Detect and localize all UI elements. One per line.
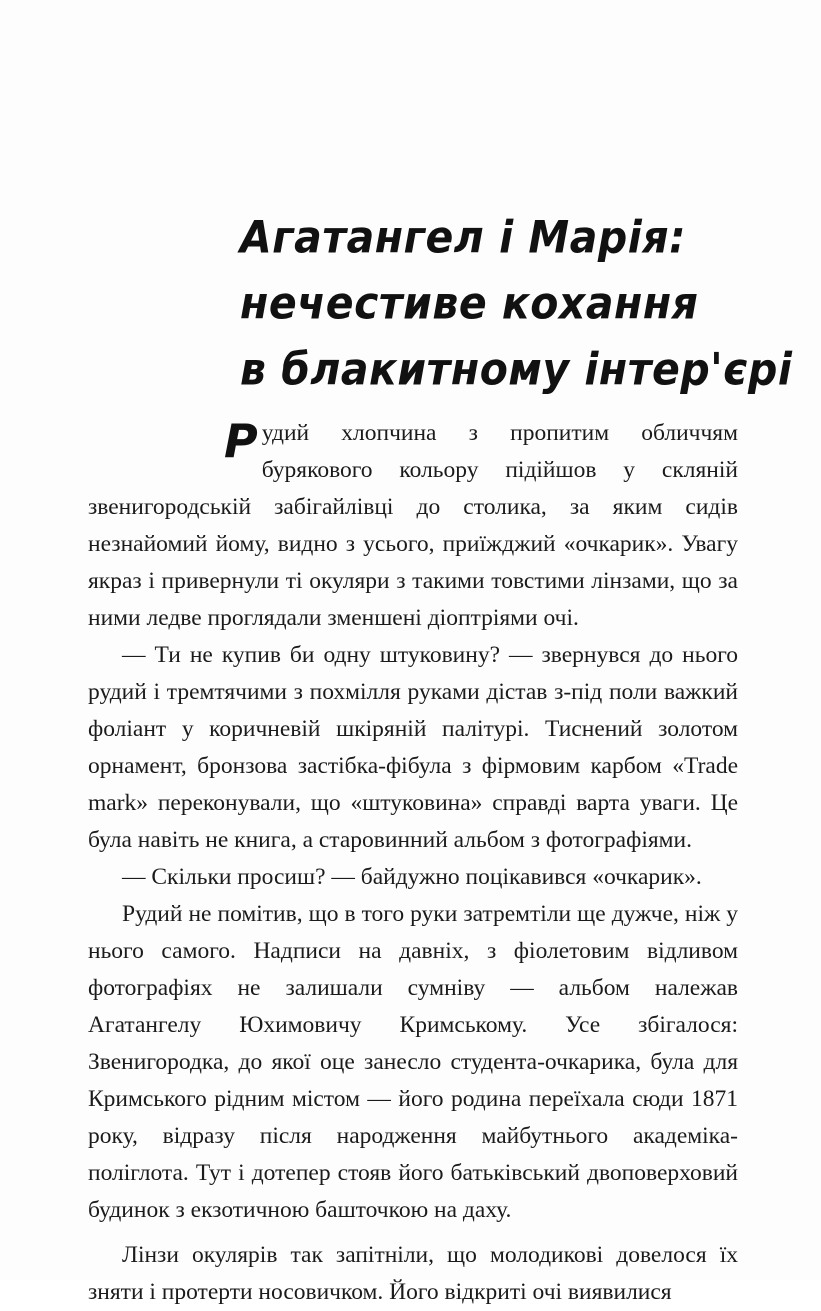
paragraph-1 xyxy=(88,415,738,637)
chapter-title-line-1: Агатангел і Марія: xyxy=(240,211,687,264)
chapter-body xyxy=(88,415,738,1311)
chapter-title xyxy=(240,205,793,403)
paragraph-2: — Ти не купив би одну штуковину? — звернувся до нього рудий і тремтячими з похмілля руками дістав з-під поли важкий фоліант у коричневій шкіряній палітурі. Тиснений золотом орнамент, бронзова застібка-фібула з фірмовим карбом «Trade mark» переконували, що «штуковина» справді варта уваги. Це була навіть не книга, а старовинний альбом з фотографіями. xyxy=(88,642,738,853)
paragraph-4: Рудий не помітив, що в того руки затремтіли ще дужче, ніж у нього самого. Надписи на давніх, з фіолетовим відливом фотографіях не залишали сумніву — альбом належав Агатангелу Юхимовичу Кримському. Усе збігалося: Звенигородка, до якої оце занесло студента-очкарика, була для Кримського рідним містом — його родина переїхала сюди 1871 року, відразу після народження майбутнього академіка-поліглота. Тут і дотепер стояв його батьківський двоповерховий будинок з екзотичною башточкою на даху. xyxy=(88,901,738,1223)
paragraph-3: — Скільки просиш? — байдужно поцікавився «очкарик». xyxy=(122,864,702,890)
drop-cap: Р xyxy=(224,414,258,468)
chapter-title-line-2: нечестиве кохання xyxy=(240,277,699,330)
chapter-title-line-3: в блакитному інтер'єрі xyxy=(240,343,793,396)
paragraph-5: Лінзи окулярів так запітніли, що молодикові довелося їх зняти і протерти носовичком. Його відкриті очі виявилися xyxy=(88,1242,738,1305)
paragraph-1-text: удий хлопчина з пропитим обличчям бурякового кольору підійшов у скляній звенигородській забігайлівці до столика, за яким сидів незнайомий йому, видно з усього, приїжджий «очкарик». Увагу якраз і привернули ті окуляри з такими товстими лінзами, що за ними ледве проглядали зменшені діоптріями очі. xyxy=(88,420,738,631)
